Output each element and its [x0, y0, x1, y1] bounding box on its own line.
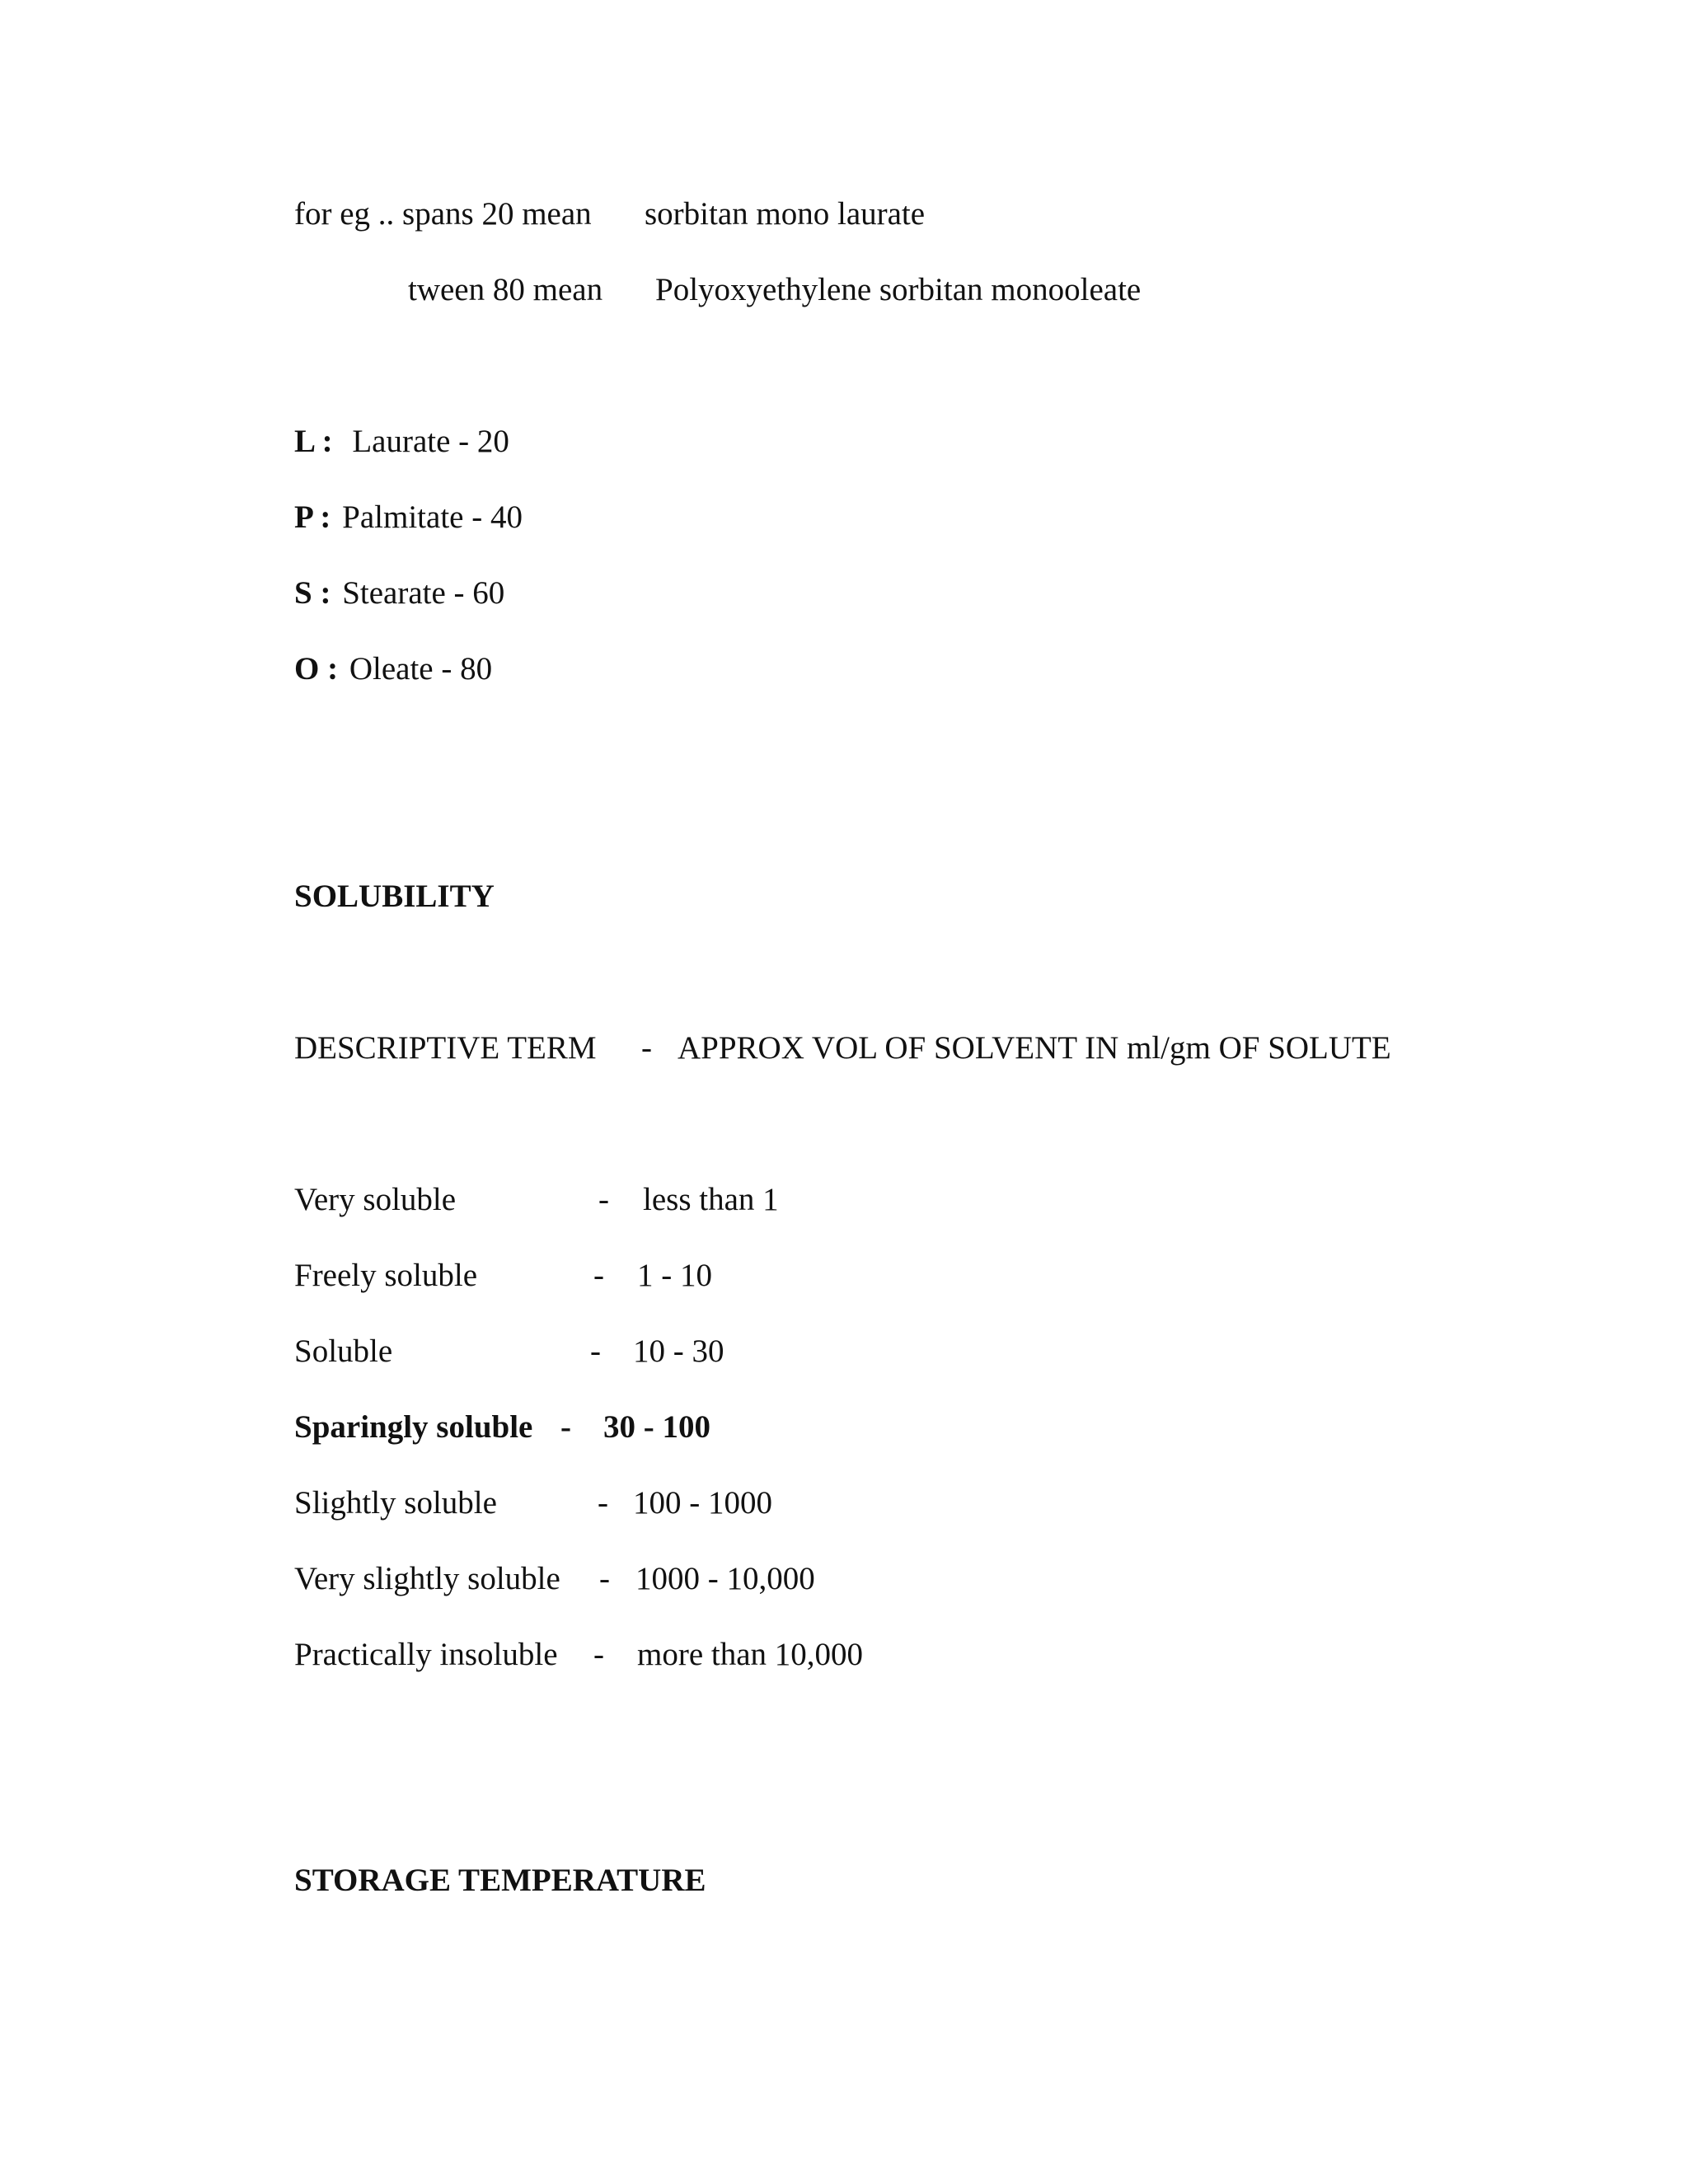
- fatty-acid-line: [294, 501, 523, 533]
- solubility-row-term: Slightly soluble: [294, 1485, 497, 1521]
- solubility-row-term: Very soluble: [294, 1182, 457, 1217]
- fatty-acid-text: Palmitate - 40: [342, 499, 523, 535]
- fatty-acid-line: [294, 577, 504, 609]
- solubility-row-dash: -: [590, 1333, 601, 1369]
- fatty-acid-line: [294, 425, 509, 457]
- solubility-row-value: 1000 - 10,000: [635, 1561, 815, 1596]
- example-line-2-prefix: tween 80 mean: [408, 272, 603, 307]
- solubility-row-value: 30 - 100: [603, 1409, 710, 1445]
- solubility-row-value: 100 - 1000: [633, 1485, 772, 1521]
- example-line-1-prefix: for eg .. spans 20 mean: [294, 196, 592, 232]
- fatty-acid-text: Oleate - 80: [349, 651, 493, 687]
- solubility-row-term: Freely soluble: [294, 1258, 478, 1293]
- fatty-acid-letter: L :: [294, 424, 333, 459]
- solubility-row-dash: -: [593, 1258, 604, 1293]
- fatty-acid-text: Laurate - 20: [352, 424, 509, 459]
- fatty-acid-text: Stearate - 60: [342, 575, 505, 611]
- solubility-heading: SOLUBILITY: [294, 879, 495, 914]
- solubility-row-value: less than 1: [643, 1182, 779, 1217]
- example-line-1-meaning: sorbitan mono laurate: [645, 196, 926, 232]
- solubility-row-value: more than 10,000: [637, 1637, 864, 1672]
- fatty-acid-letter: O :: [294, 651, 339, 687]
- solubility-header-value: APPROX VOL OF SOLVENT IN ml/gm OF SOLUTE: [678, 1030, 1391, 1066]
- solubility-row-dash: -: [598, 1485, 608, 1521]
- solubility-row-value: 10 - 30: [633, 1333, 724, 1369]
- solubility-row-dash: -: [598, 1182, 609, 1217]
- solubility-row-dash: -: [599, 1561, 610, 1596]
- solubility-row-dash: -: [593, 1637, 604, 1672]
- solubility-header-dash: -: [641, 1030, 652, 1066]
- fatty-acid-letter: S :: [294, 575, 331, 611]
- fatty-acid-line: [294, 653, 492, 685]
- solubility-header-term: DESCRIPTIVE TERM: [294, 1030, 597, 1066]
- solubility-row-term: Practically insoluble: [294, 1637, 558, 1672]
- fatty-acid-letter: P :: [294, 499, 331, 535]
- solubility-row-value: 1 - 10: [637, 1258, 712, 1293]
- solubility-row-term: Very slightly soluble: [294, 1561, 560, 1596]
- storage-heading: STORAGE TEMPERATURE: [294, 1863, 706, 1898]
- solubility-row-term: Soluble: [294, 1333, 393, 1369]
- solubility-row-dash: -: [560, 1409, 571, 1445]
- example-line-2-meaning: Polyoxyethylene sorbitan monooleate: [655, 272, 1142, 307]
- solubility-row-term: Sparingly soluble: [294, 1409, 533, 1445]
